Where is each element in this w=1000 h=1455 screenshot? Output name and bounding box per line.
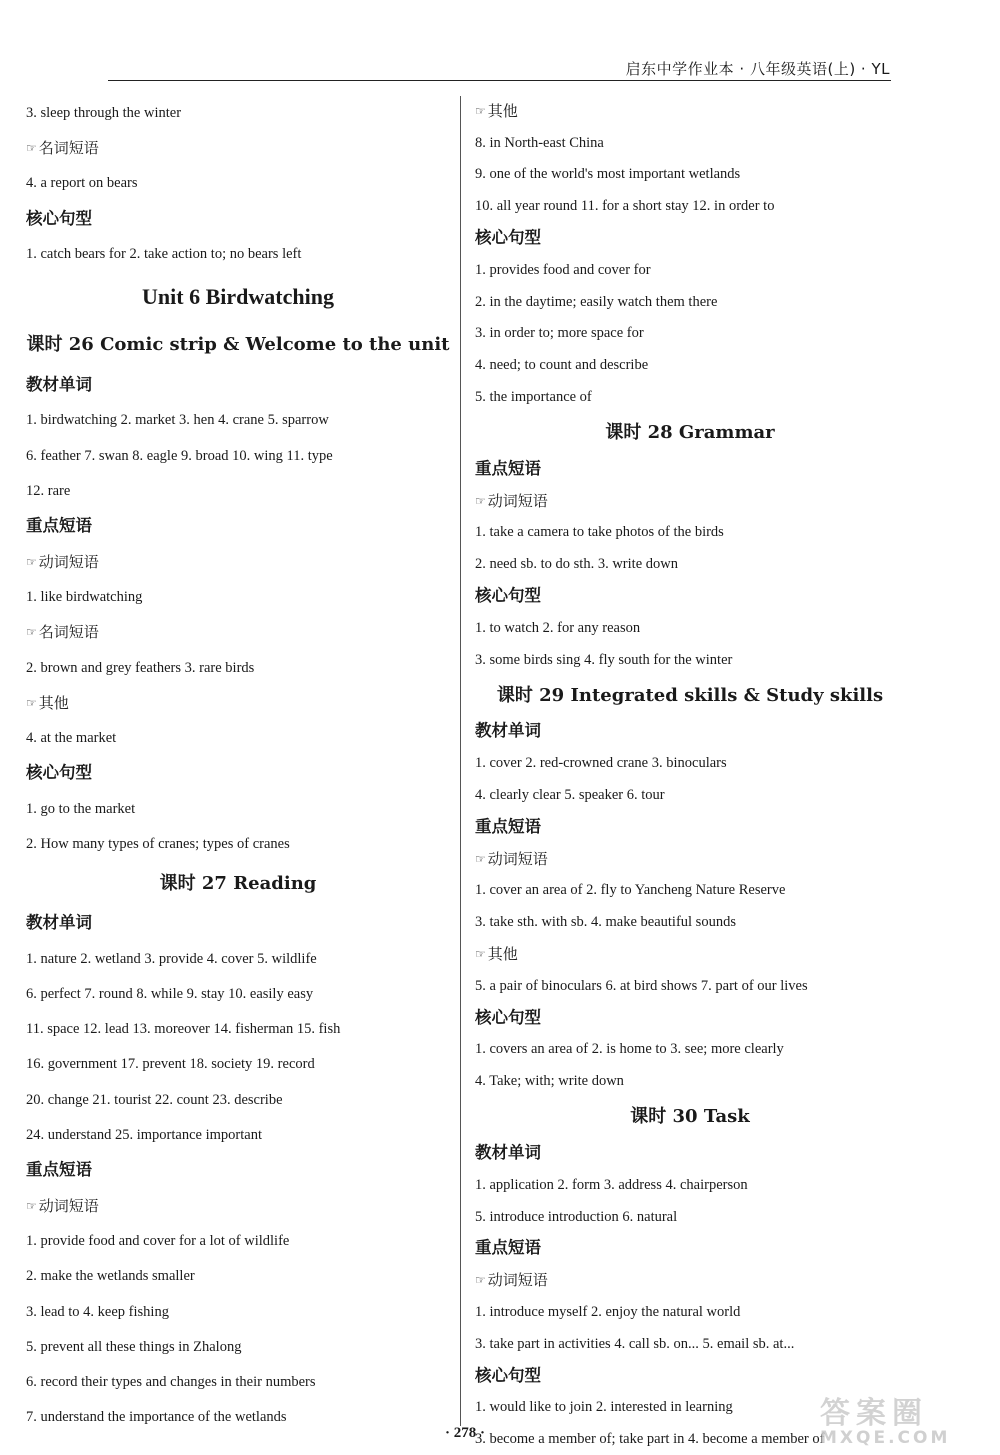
answer-line: 5. prevent all these things in Zhalong — [26, 1338, 242, 1355]
subheading-label: 名词短语 — [38, 138, 99, 157]
subheading — [475, 938, 905, 970]
subheading — [26, 685, 450, 720]
answer-line: 1. cover an area of 2. fly to Yancheng Nature Reserve — [475, 882, 786, 899]
answer-line: 2. make the wetlands smaller — [26, 1268, 195, 1285]
answer-line: 1. provide food and cover for a lot of wildlife — [26, 1232, 290, 1249]
answer-line: 1. to watch 2. for any reason — [475, 619, 641, 636]
lesson-title: 课时 30 Task — [630, 1106, 750, 1128]
answer-line: 8. in North-east China — [475, 134, 604, 151]
answer-line: 1. provides food and cover for — [475, 261, 651, 278]
answer-line: 1. take a camera to take photos of the birds — [475, 524, 724, 541]
section-heading: 教材单词 — [475, 1143, 541, 1162]
section-heading: 教材单词 — [26, 913, 92, 933]
answer-line: 1. birdwatching 2. market 3. hen 4. crane 5. sparrow — [26, 412, 329, 429]
lesson-title: 课时 28 Grammar — [605, 421, 775, 443]
answer-line: 2. need sb. to do sth. 3. write down — [475, 556, 678, 573]
subheading-label: 其他 — [487, 101, 518, 120]
answer-line: 3. some birds sing 4. fly south for the winter — [475, 651, 733, 668]
subheading-label: 动词短语 — [38, 1196, 99, 1215]
answer-line: 5. the importance of — [475, 389, 592, 406]
subheading-label: 其他 — [38, 693, 69, 712]
watermark-logo — [820, 1388, 970, 1448]
answer-line: 20. change 21. tourist 22. count 23. describe — [26, 1091, 283, 1108]
answer-line: 9. one of the world's most important wetlands — [475, 166, 741, 183]
pointing-hand-icon: ☞ — [26, 695, 37, 710]
answer-line: 1. like birdwatching — [26, 588, 143, 605]
answer-line: 1. catch bears for 2. take action to; no bears left — [26, 245, 302, 262]
answer-line: 1. nature 2. wetland 3. provide 4. cover 5. wildlife — [26, 950, 317, 967]
answer-line: 3. sleep through the winter — [26, 104, 182, 121]
answer-line: 3. become a member of; take part in 4. become a member of — [475, 1431, 825, 1448]
answer-line: 4. a report on bears — [26, 175, 138, 192]
answer-line: 1. introduce myself 2. enjoy the natural world — [475, 1303, 741, 1320]
answer-line: 11. space 12. lead 13. moreover 14. fisherman 15. fish — [26, 1021, 341, 1038]
section-heading: 重点短语 — [26, 1160, 92, 1180]
answer-line: 3. lead to 4. keep fishing — [26, 1303, 169, 1320]
pointing-hand-icon: ☞ — [475, 103, 486, 118]
section-heading: 重点短语 — [26, 516, 92, 536]
section-heading: 核心句型 — [475, 1007, 541, 1027]
answer-line: 5. a pair of binoculars 6. at bird shows 7. part of our lives — [475, 977, 808, 994]
pointing-hand-icon: ☞ — [26, 1198, 37, 1213]
section-heading: 重点短语 — [475, 1238, 541, 1258]
answer-line: 1. cover 2. red-crowned crane 3. binoculars — [475, 755, 727, 772]
answer-line: 2. in the daytime; easily watch them there — [475, 293, 718, 310]
left-column — [26, 95, 450, 1435]
subheading — [475, 95, 905, 127]
lesson-title: 课时 27 Reading — [159, 872, 317, 894]
subheading — [26, 1188, 450, 1223]
running-header: 启东中学作业本 · 八年级英语(上) · YL — [625, 60, 890, 78]
answer-line: 7. understand the importance of the wetlands — [26, 1409, 287, 1426]
pointing-hand-icon: ☞ — [475, 493, 486, 508]
answer-line: 10. all year round 11. for a short stay 12. in order to — [475, 198, 775, 215]
answer-line: 3. in order to; more space for — [475, 325, 644, 342]
subheading-label: 动词短语 — [487, 1271, 548, 1290]
right-column — [475, 95, 905, 1455]
subheading — [475, 485, 905, 517]
answer-line: 4. at the market — [26, 730, 117, 747]
subheading-label: 动词短语 — [487, 849, 548, 868]
answer-line: 1. covers an area of 2. is home to 3. see; more clearly — [475, 1041, 784, 1058]
section-heading: 核心句型 — [26, 208, 92, 228]
answer-line: 1. would like to join 2. interested in learning — [475, 1399, 733, 1416]
subheading — [475, 1264, 905, 1296]
subheading-label: 其他 — [487, 945, 518, 964]
subheading-label: 动词短语 — [487, 491, 548, 510]
section-heading: 核心句型 — [26, 763, 92, 783]
subheading — [26, 544, 450, 579]
section-heading: 重点短语 — [475, 458, 541, 478]
watermark-text: 答案圈 — [820, 1396, 928, 1431]
pointing-hand-icon: ☞ — [26, 554, 37, 569]
answer-line: 5. introduce introduction 6. natural — [475, 1208, 678, 1225]
pointing-hand-icon: ☞ — [475, 851, 486, 866]
answer-line: 2. brown and grey feathers 3. rare birds — [26, 659, 255, 676]
subheading — [475, 843, 905, 875]
answer-line: 6. record their types and changes in their numbers — [26, 1374, 316, 1391]
section-heading: 核心句型 — [475, 228, 541, 248]
answer-line: 4. need; to count and describe — [475, 357, 649, 374]
answer-line: 1. go to the market — [26, 800, 136, 817]
answer-line: 4. clearly clear 5. speaker 6. tour — [475, 787, 665, 804]
pointing-hand-icon: ☞ — [475, 1273, 486, 1288]
page-number: · 278 · — [444, 1425, 485, 1441]
answer-line: 16. government 17. prevent 18. society 19. record — [26, 1056, 315, 1073]
pointing-hand-icon: ☞ — [26, 625, 37, 640]
header-rule — [108, 80, 891, 81]
section-heading: 核心句型 — [475, 1365, 541, 1385]
answer-line: 12. rare — [26, 483, 71, 500]
pointing-hand-icon: ☞ — [26, 140, 37, 155]
section-heading: 教材单词 — [26, 375, 92, 395]
watermark-url: MXQE.COM — [820, 1428, 951, 1448]
answer-line: 3. take part in activities 4. call sb. on... 5. email sb. at... — [475, 1335, 795, 1352]
answer-line: 24. understand 25. importance important — [26, 1127, 262, 1144]
section-heading: 核心句型 — [475, 586, 541, 606]
subheading-label: 名词短语 — [38, 623, 99, 642]
answer-line: 1. application 2. form 3. address 4. chairperson — [475, 1176, 748, 1193]
subheading — [26, 130, 450, 165]
unit-title: Unit 6 Birdwatching — [142, 284, 334, 310]
answer-line: 6. perfect 7. round 8. while 9. stay 10. easily easy — [26, 985, 314, 1002]
section-heading: 重点短语 — [475, 816, 541, 836]
section-heading: 教材单词 — [475, 721, 541, 741]
answer-line: 2. How many types of cranes; types of cranes — [26, 835, 290, 852]
answer-line: 3. take sth. with sb. 4. make beautiful sounds — [475, 914, 736, 931]
column-divider — [460, 96, 461, 1426]
subheading — [26, 615, 450, 650]
answer-line: 6. feather 7. swan 8. eagle 9. broad 10. wing 11. type — [26, 447, 333, 464]
lesson-title: 课时 29 Integrated skills & Study skills — [496, 684, 884, 706]
answer-line: 4. Take; with; write down — [475, 1073, 624, 1090]
subheading-label: 动词短语 — [38, 552, 99, 571]
lesson-title: 课时 26 Comic strip & Welcome to the unit — [26, 334, 450, 356]
pointing-hand-icon: ☞ — [475, 947, 486, 962]
